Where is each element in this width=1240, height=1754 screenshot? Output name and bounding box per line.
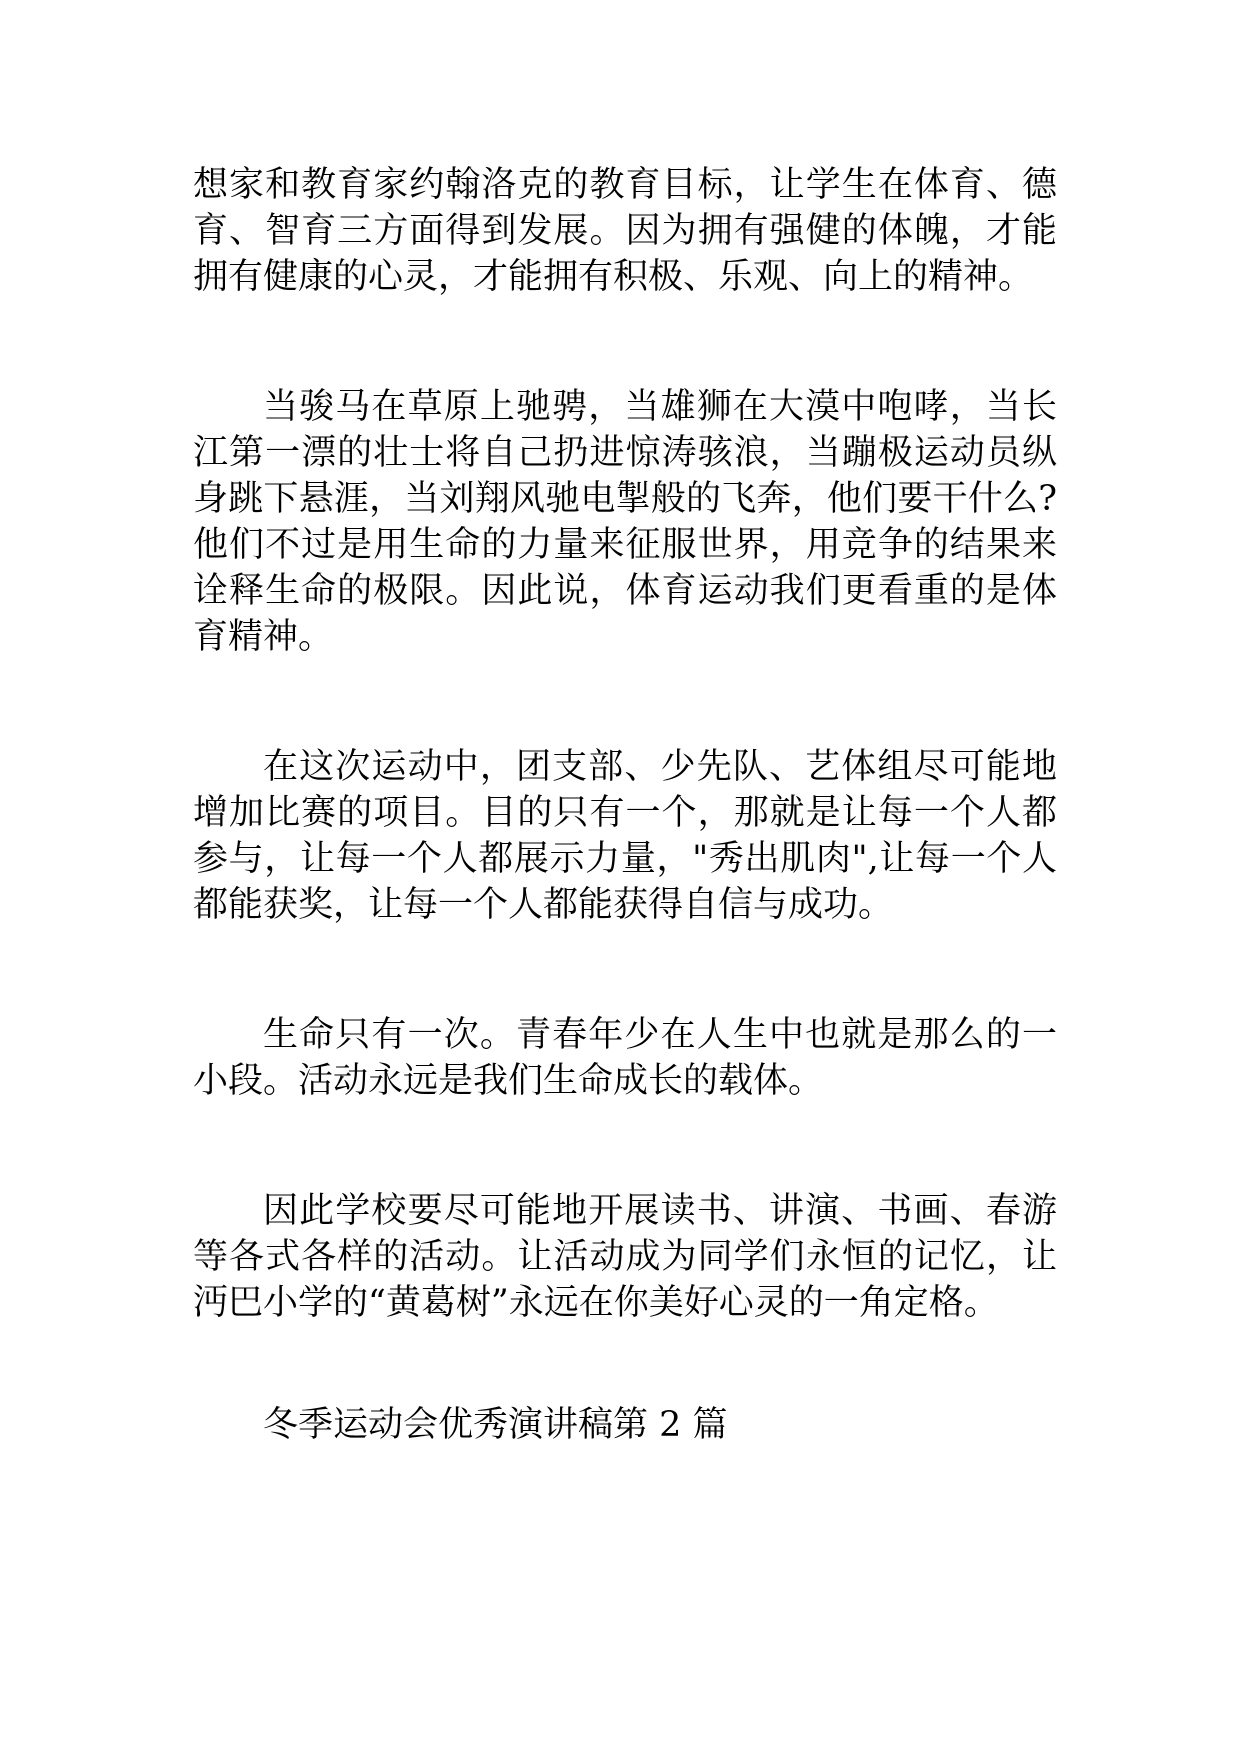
paragraph-spacer	[193, 300, 1057, 384]
paragraph-continuation: 想家和教育家约翰洛克的教育目标，让学生在体育、德育、智育三方面得到发展。因为拥有强健的体魄，才能拥有健康的心灵，才能拥有积极、乐观、向上的精神。	[193, 165, 1057, 297]
paragraph-activities: 因此学校要尽可能地开展读书、讲演、书画、春游等各式各样的活动。让活动成为同学们永恒的记忆，让沔巴小学的“黄葛树”永远在你美好心灵的一角定格。	[193, 1191, 1057, 1323]
paragraph-spacer	[193, 660, 1057, 744]
section-heading: 冬季运动会优秀演讲稿第 2 篇	[263, 1405, 728, 1445]
text-column	[193, 162, 1057, 1448]
paragraph-spacer	[193, 1326, 1057, 1402]
paragraph-life: 生命只有一次。青春年少在人生中也就是那么的一小段。活动永远是我们生命成长的载体。	[193, 1015, 1057, 1101]
paragraph-spacer	[193, 928, 1057, 1012]
paragraph-participation: 在这次运动中，团支部、少先队、艺体组尽可能地增加比赛的项目。目的只有一个，那就是让每一个人都参与，让每一个人都展示力量，"秀出肌肉",让每一个人都能获奖，让每一个人都能获得自信与成功。	[193, 747, 1057, 925]
paragraph-spacer	[193, 1104, 1057, 1188]
paragraph-spirit: 当骏马在草原上驰骋，当雄狮在大漠中咆哮，当长江第一漂的壮士将自己扔进惊涛骇浪，当蹦极运动员纵身跳下悬涯，当刘翔风驰电掣般的飞奔，他们要干什么?他们不过是用生命的力量来征服世界，用竞争的结果来诠释生命的极限。因此说，体育运动我们更看重的是体育精神。	[193, 387, 1057, 657]
